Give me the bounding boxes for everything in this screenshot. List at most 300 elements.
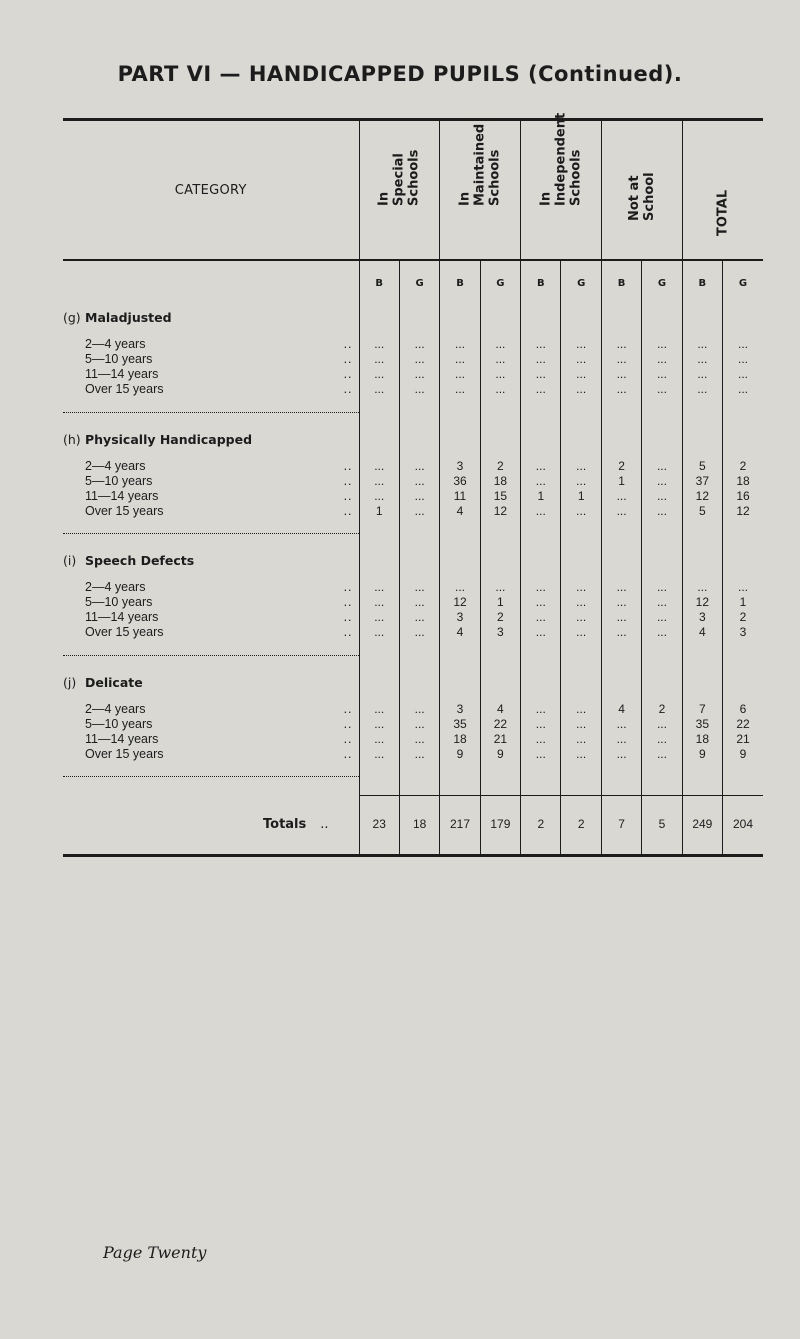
- sex-label: G: [642, 260, 682, 291]
- table-cell: ...: [601, 747, 641, 762]
- totals-row: [63, 795, 763, 855]
- age-group-label: Over 15 years: [85, 746, 164, 761]
- table-cell: [642, 412, 682, 449]
- table-cell: ...: [601, 489, 641, 504]
- table-cell: [601, 327, 641, 337]
- table-cell: 1: [359, 504, 399, 519]
- table-cell: [601, 762, 641, 777]
- table-cell: ...: [642, 474, 682, 489]
- table-cell: ...: [521, 352, 561, 367]
- table-cell: 18: [399, 795, 439, 855]
- table-cell: [642, 777, 682, 796]
- table-cell: ...: [723, 337, 763, 352]
- table-cell: [521, 397, 561, 412]
- section-heading: [63, 534, 359, 571]
- table-cell: 204: [723, 795, 763, 855]
- table-cell: [440, 777, 480, 796]
- table-cell: 1: [480, 595, 520, 610]
- table-cell: ...: [359, 747, 399, 762]
- table-cell: ...: [723, 352, 763, 367]
- table-cell: ...: [642, 367, 682, 382]
- table-cell: ...: [399, 732, 439, 747]
- table-cell: [399, 777, 439, 796]
- table-cell: ...: [399, 474, 439, 489]
- leader-dots: ..: [343, 337, 353, 351]
- table-cell: ...: [601, 352, 641, 367]
- age-group-label: 2—4 years: [85, 580, 146, 594]
- table-cell: 7: [682, 702, 722, 717]
- table-cell: ...: [561, 717, 601, 732]
- table-row: [63, 489, 763, 504]
- table-cell: ...: [359, 732, 399, 747]
- table-cell: [723, 449, 763, 459]
- table-cell: ...: [642, 337, 682, 352]
- table-cell: [682, 570, 722, 580]
- header-maintained-schools: In Maintained Schools: [440, 120, 521, 261]
- table-cell: ...: [561, 474, 601, 489]
- table-cell: [359, 327, 399, 337]
- table-cell: ...: [521, 732, 561, 747]
- table-cell: [480, 449, 520, 459]
- sex-label: B: [601, 260, 641, 291]
- table-cell: [359, 692, 399, 702]
- section-heading: [63, 412, 359, 449]
- table-cell: ...: [561, 595, 601, 610]
- table-cell: ...: [399, 717, 439, 732]
- table-cell: [359, 534, 399, 571]
- age-group-cell: [63, 625, 359, 640]
- age-group-cell: [63, 504, 359, 519]
- leader-dots: ..: [320, 816, 329, 832]
- table-cell: ...: [682, 382, 722, 397]
- table-cell: [561, 327, 601, 337]
- table-cell: [682, 534, 722, 571]
- bottom-rule: [63, 855, 763, 857]
- table-cell: [399, 655, 439, 692]
- table-row: [63, 747, 763, 762]
- leader-dots: ..: [343, 716, 353, 731]
- table-cell: [440, 762, 480, 777]
- table-cell: [601, 655, 641, 692]
- table-cell: [561, 519, 601, 534]
- table-cell: [642, 519, 682, 534]
- gap-row: [63, 327, 763, 337]
- table-cell: [359, 519, 399, 534]
- table-cell: [723, 327, 763, 337]
- table-cell: [440, 692, 480, 702]
- table-cell: [440, 519, 480, 534]
- table-cell: [399, 640, 439, 655]
- table-cell: ...: [359, 610, 399, 625]
- leader-dots: ..: [343, 473, 353, 488]
- table-cell: [601, 519, 641, 534]
- table-cell: ...: [561, 382, 601, 397]
- table-cell: ...: [521, 595, 561, 610]
- table-row: [63, 595, 763, 610]
- section-separator: [63, 397, 763, 412]
- table-cell: ...: [682, 352, 722, 367]
- section-heading-row: [63, 412, 763, 449]
- table-row: [63, 717, 763, 732]
- header-special-schools: In Special Schools: [359, 120, 440, 261]
- table-cell: [642, 692, 682, 702]
- table-cell: ...: [642, 610, 682, 625]
- table-cell: [521, 534, 561, 571]
- section-name: Delicate: [85, 674, 143, 690]
- section-letter: (i): [63, 553, 77, 568]
- table-cell: [480, 762, 520, 777]
- section-letter: (h): [63, 431, 81, 447]
- gap-row: [63, 449, 763, 459]
- section-heading-row: [63, 291, 763, 327]
- sex-label: B: [521, 260, 561, 291]
- table-cell: ...: [601, 595, 641, 610]
- table-cell: ...: [642, 504, 682, 519]
- table-cell: 6: [723, 702, 763, 717]
- age-group-cell: [63, 580, 359, 595]
- table-row: [63, 474, 763, 489]
- table-cell: ...: [440, 337, 480, 352]
- table-cell: [642, 291, 682, 327]
- table-cell: [682, 777, 722, 796]
- table-cell: [642, 570, 682, 580]
- table-cell: ...: [521, 702, 561, 717]
- table-cell: ...: [359, 352, 399, 367]
- table-cell: ...: [399, 352, 439, 367]
- age-group-cell: [63, 459, 359, 474]
- table-cell: ...: [521, 747, 561, 762]
- table-cell: 36: [440, 474, 480, 489]
- table-cell: [399, 412, 439, 449]
- table-cell: 18: [682, 732, 722, 747]
- table-cell: ...: [399, 382, 439, 397]
- table-cell: ...: [399, 625, 439, 640]
- table-cell: ...: [601, 367, 641, 382]
- table-cell: ...: [521, 367, 561, 382]
- table-cell: [359, 291, 399, 327]
- table-cell: 7: [601, 795, 641, 855]
- table-cell: ...: [521, 625, 561, 640]
- age-group-label: 11—14 years: [85, 731, 159, 746]
- table-cell: ...: [601, 625, 641, 640]
- table-cell: ...: [440, 367, 480, 382]
- table-cell: [399, 397, 439, 412]
- table-cell: [521, 692, 561, 702]
- table-cell: ...: [440, 382, 480, 397]
- table-cell: [561, 291, 601, 327]
- table-cell: ...: [521, 504, 561, 519]
- table-cell: [723, 519, 763, 534]
- table-cell: [642, 534, 682, 571]
- table-cell: ...: [399, 459, 439, 474]
- age-group-cell: [63, 337, 359, 352]
- table-cell: ...: [682, 337, 722, 352]
- table-cell: [521, 327, 561, 337]
- table-cell: ...: [561, 580, 601, 595]
- table-cell: [723, 655, 763, 692]
- section-heading: [63, 291, 359, 327]
- table-cell: ...: [561, 504, 601, 519]
- table-cell: [440, 412, 480, 449]
- leader-dots: ..: [343, 625, 353, 639]
- table-cell: [480, 534, 520, 571]
- table-cell: [723, 397, 763, 412]
- table-cell: 3: [480, 625, 520, 640]
- table-cell: [682, 291, 722, 327]
- table-cell: [480, 291, 520, 327]
- header-not-at-school: Not at School: [601, 120, 682, 261]
- table-cell: ...: [359, 595, 399, 610]
- table-cell: [521, 570, 561, 580]
- table-cell: [480, 655, 520, 692]
- table-row: [63, 382, 763, 397]
- age-group-label: 2—4 years: [85, 458, 146, 473]
- table-cell: [682, 519, 722, 534]
- section-name: Physically Handicapped: [85, 431, 253, 447]
- table-cell: 21: [480, 732, 520, 747]
- table-cell: 18: [723, 474, 763, 489]
- table-cell: 3: [440, 459, 480, 474]
- table-cell: [561, 655, 601, 692]
- table-cell: [561, 640, 601, 655]
- table-cell: [521, 449, 561, 459]
- table-cell: 2: [561, 795, 601, 855]
- table-cell: ...: [480, 367, 520, 382]
- table-cell: [480, 519, 520, 534]
- table-row: [63, 625, 763, 640]
- page-title: PART VI — HANDICAPPED PUPILS (Continued).: [117, 62, 683, 86]
- table-cell: [480, 692, 520, 702]
- section-separator: [63, 519, 763, 534]
- table-cell: ...: [723, 367, 763, 382]
- table-cell: ...: [642, 489, 682, 504]
- section-name: Speech Defects: [85, 553, 195, 568]
- age-group-cell: [63, 732, 359, 747]
- table-cell: 5: [682, 504, 722, 519]
- age-group-label: Over 15 years: [85, 503, 164, 518]
- table-cell: [359, 397, 399, 412]
- table-cell: 18: [440, 732, 480, 747]
- section-letter: (j): [63, 674, 77, 690]
- table-cell: ...: [440, 580, 480, 595]
- table-cell: 9: [480, 747, 520, 762]
- age-group-label: Over 15 years: [85, 382, 164, 396]
- table-cell: [642, 397, 682, 412]
- header-total: TOTAL: [682, 120, 763, 261]
- leader-dots: ..: [343, 488, 353, 503]
- table-cell: ...: [561, 732, 601, 747]
- sex-label-row: [63, 260, 763, 291]
- table-cell: ...: [480, 382, 520, 397]
- age-group-cell: [63, 489, 359, 504]
- leader-dots: ..: [343, 746, 353, 761]
- table-cell: [723, 640, 763, 655]
- table-cell: 22: [723, 717, 763, 732]
- table-cell: [399, 519, 439, 534]
- age-group-cell: [63, 702, 359, 717]
- table-cell: [682, 655, 722, 692]
- sex-label: G: [480, 260, 520, 291]
- sex-label: G: [561, 260, 601, 291]
- leader-dots: ..: [343, 580, 353, 594]
- table-cell: ...: [359, 580, 399, 595]
- table-cell: ...: [399, 610, 439, 625]
- table-cell: [521, 412, 561, 449]
- age-group-cell: [63, 474, 359, 489]
- age-group-label: 11—14 years: [85, 488, 159, 503]
- table-cell: [601, 291, 641, 327]
- handicapped-pupils-table: [63, 112, 763, 857]
- table-cell: [440, 397, 480, 412]
- sex-label: B: [440, 260, 480, 291]
- table-cell: [399, 449, 439, 459]
- leader-dots: ..: [343, 610, 353, 624]
- table-row: [63, 367, 763, 382]
- table-cell: ...: [359, 625, 399, 640]
- table-cell: [682, 762, 722, 777]
- page-footer: Page Twenty: [103, 1243, 207, 1262]
- age-group-label: 5—10 years: [85, 473, 153, 488]
- table-cell: [440, 655, 480, 692]
- table-cell: 2: [601, 459, 641, 474]
- table-cell: [601, 570, 641, 580]
- table-cell: [723, 777, 763, 796]
- table-cell: 15: [480, 489, 520, 504]
- age-group-cell: [63, 595, 359, 610]
- table-cell: ...: [723, 382, 763, 397]
- age-group-cell: [63, 610, 359, 625]
- age-group-label: 2—4 years: [85, 701, 146, 716]
- table-cell: ...: [521, 337, 561, 352]
- table-cell: 1: [723, 595, 763, 610]
- sex-label: B: [682, 260, 722, 291]
- age-group-label: 5—10 years: [85, 352, 153, 366]
- table-cell: [723, 692, 763, 702]
- table-cell: ...: [521, 474, 561, 489]
- table-cell: [359, 640, 399, 655]
- table-cell: ...: [642, 625, 682, 640]
- table-cell: ...: [359, 489, 399, 504]
- table-cell: [723, 534, 763, 571]
- leader-dots: ..: [343, 701, 353, 716]
- table-cell: ...: [521, 580, 561, 595]
- table-cell: 35: [682, 717, 722, 732]
- table-cell: [642, 655, 682, 692]
- table-cell: ...: [359, 367, 399, 382]
- table-cell: 23: [359, 795, 399, 855]
- leader-dots: ..: [343, 352, 353, 366]
- table-cell: ...: [561, 610, 601, 625]
- table-cell: 9: [723, 747, 763, 762]
- table-cell: [399, 534, 439, 571]
- table-cell: ...: [399, 489, 439, 504]
- table-cell: 1: [561, 489, 601, 504]
- table-cell: ...: [601, 382, 641, 397]
- table-cell: 4: [440, 504, 480, 519]
- table-cell: ...: [642, 580, 682, 595]
- table-cell: 5: [642, 795, 682, 855]
- table-cell: [480, 570, 520, 580]
- leader-dots: ..: [343, 731, 353, 746]
- table-row: [63, 610, 763, 625]
- table-cell: ...: [561, 337, 601, 352]
- table-cell: ...: [723, 580, 763, 595]
- table-cell: ...: [440, 352, 480, 367]
- table-cell: [642, 762, 682, 777]
- table-cell: [440, 449, 480, 459]
- age-group-label: 2—4 years: [85, 337, 146, 351]
- table-cell: [521, 777, 561, 796]
- table-cell: ...: [601, 580, 641, 595]
- table-cell: 3: [440, 610, 480, 625]
- age-group-label: 5—10 years: [85, 716, 153, 731]
- table-cell: [399, 692, 439, 702]
- age-group-cell: [63, 747, 359, 762]
- table-cell: ...: [399, 337, 439, 352]
- table-cell: 249: [682, 795, 722, 855]
- section-heading-row: [63, 534, 763, 571]
- table-cell: [359, 655, 399, 692]
- table-cell: [440, 570, 480, 580]
- table-cell: ...: [359, 459, 399, 474]
- table-cell: [601, 640, 641, 655]
- table-cell: [521, 640, 561, 655]
- table-cell: ...: [359, 382, 399, 397]
- table-cell: ...: [642, 595, 682, 610]
- table-cell: 1: [521, 489, 561, 504]
- table-cell: 2: [480, 459, 520, 474]
- section-letter: (g): [63, 310, 81, 325]
- table-cell: 12: [682, 595, 722, 610]
- table-cell: [440, 327, 480, 337]
- table-row: [63, 702, 763, 717]
- table-cell: [399, 762, 439, 777]
- table-cell: 12: [723, 504, 763, 519]
- table-cell: [399, 291, 439, 327]
- age-group-cell: [63, 717, 359, 732]
- table-cell: [561, 777, 601, 796]
- table-cell: [561, 397, 601, 412]
- table-cell: ...: [480, 337, 520, 352]
- table-cell: 3: [682, 610, 722, 625]
- table-cell: ...: [521, 610, 561, 625]
- leader-dots: ..: [343, 503, 353, 518]
- age-group-label: 11—14 years: [85, 367, 159, 381]
- table-cell: ...: [642, 459, 682, 474]
- table-cell: [601, 412, 641, 449]
- table-cell: [480, 412, 520, 449]
- table-cell: ...: [642, 717, 682, 732]
- table-cell: ...: [399, 747, 439, 762]
- table-row: [63, 459, 763, 474]
- table-cell: ...: [359, 717, 399, 732]
- table-cell: ...: [642, 382, 682, 397]
- header-row: [63, 120, 763, 261]
- table-cell: [399, 570, 439, 580]
- table-cell: 2: [521, 795, 561, 855]
- totals-label: Totals: [263, 816, 307, 832]
- table-cell: 21: [723, 732, 763, 747]
- table-cell: [440, 291, 480, 327]
- table-cell: [601, 534, 641, 571]
- table-cell: 11: [440, 489, 480, 504]
- table-cell: ...: [642, 747, 682, 762]
- table-cell: 2: [723, 610, 763, 625]
- sex-label: G: [399, 260, 439, 291]
- table-cell: ...: [561, 747, 601, 762]
- table-cell: ...: [359, 702, 399, 717]
- section-heading-row: [63, 655, 763, 692]
